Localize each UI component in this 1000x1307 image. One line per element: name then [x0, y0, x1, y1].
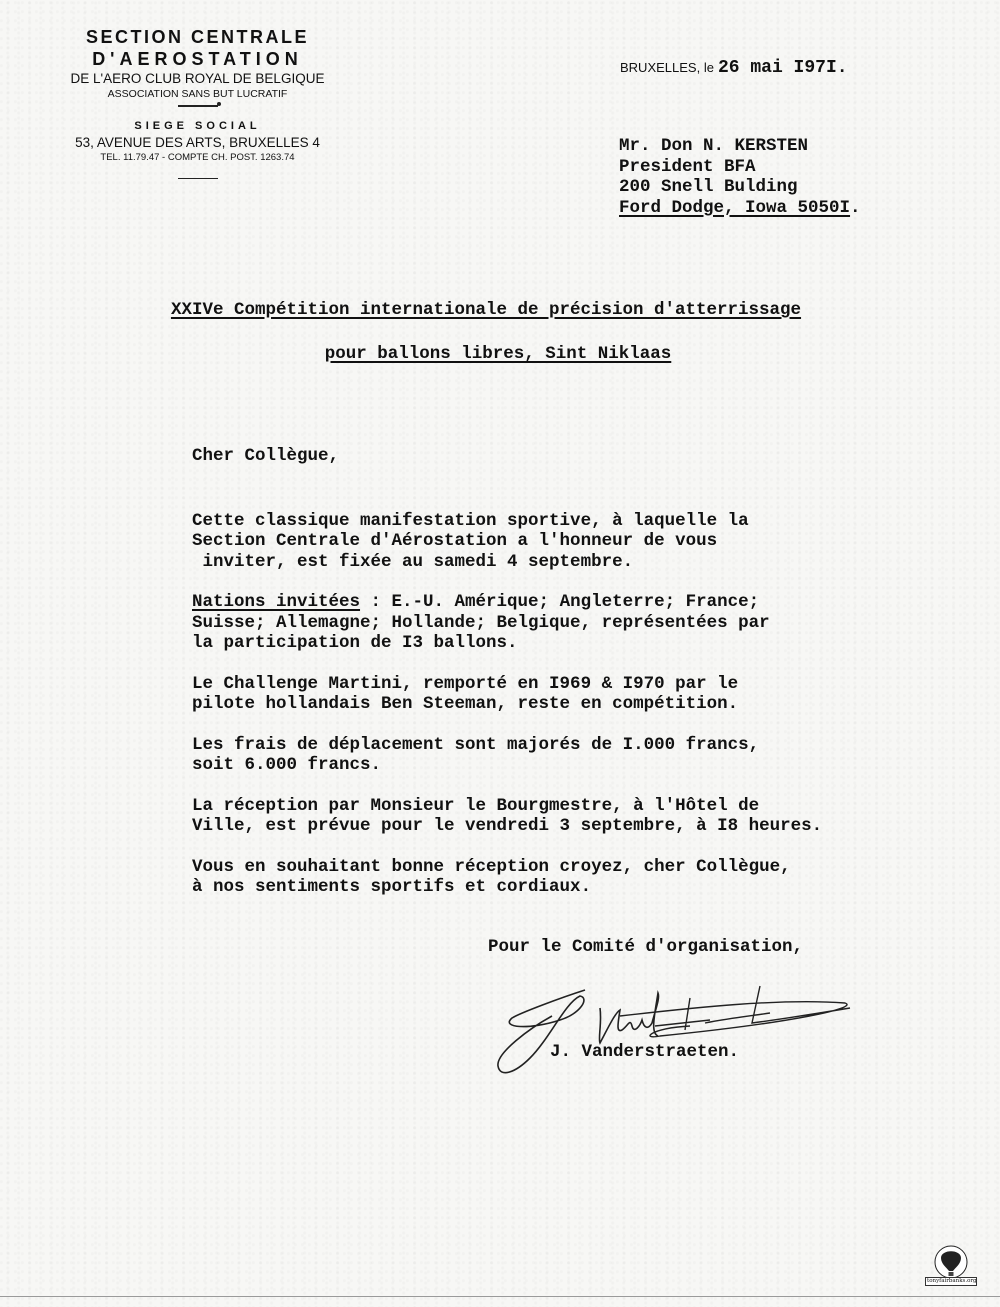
recipient-city-period: . — [850, 197, 861, 218]
dateline-date: 26 mai I97I. — [717, 58, 848, 78]
recipient-title: President BFA — [619, 156, 756, 177]
greeting: Cher Collègue, — [192, 446, 340, 466]
closing-line: Pour le Comité d'organisation, — [488, 937, 804, 957]
paragraph-reception: La réception par Monsieur le Bourgmestre, à l'Hôtel de Ville, est prévue pour le vendredi 3 septembre, à I8 heures. — [192, 795, 823, 836]
dateline — [620, 58, 848, 78]
dateline-city: BRUXELLES, le — [620, 60, 714, 75]
paragraph-nations — [192, 592, 822, 654]
letterhead-siege-label: SIEGE SOCIAL — [134, 119, 261, 132]
nations-label: Nations invitées — [192, 592, 361, 612]
nations-list: : E.-U. Amérique; Angleterre; France; Suisse; Allemagne; Hollande; Belgique, représentées par la participation de I3 ballons. — [192, 592, 770, 653]
hot-air-balloon-icon — [933, 1245, 969, 1279]
letterhead-title-line2: D'AEROSTATION — [92, 49, 303, 69]
paragraph-fees: Les frais de déplacement sont majorés de I.000 francs, soit 6.000 francs. — [192, 734, 760, 775]
subject-line-1-text: XXIVe Compétition internationale de précision d'atterrissage — [170, 300, 802, 320]
letterhead-divider — [178, 105, 218, 107]
letterhead-address: 53, AVENUE DES ARTS, BRUXELLES 4 — [75, 134, 320, 150]
subject-line-2-text: pour ballons libres, Sint Niklaas — [324, 344, 672, 364]
paragraph-closing: Vous en souhaitant bonne réception croyez, cher Collègue, à nos sentiments sportifs et cordiaux. — [192, 856, 791, 897]
letterhead — [45, 26, 350, 179]
letterhead-title-line1: SECTION CENTRALE — [85, 27, 309, 47]
divider-dot — [217, 102, 221, 106]
recipient-name: Mr. Don N. KERSTEN — [619, 136, 809, 156]
recipient-address — [619, 136, 861, 218]
letterhead-contact: TEL. 11.79.47 - COMPTE CH. POST. 1263.74 — [100, 151, 295, 163]
subject-line-1 — [0, 300, 986, 320]
recipient-city: Ford Dodge, Iowa 5050I — [619, 197, 851, 218]
page-edge-line — [0, 1296, 1000, 1297]
watermark — [925, 1245, 977, 1285]
letter-body — [192, 446, 822, 918]
paragraph-invitation: Cette classique manifestation sportive, à laquelle la Section Centrale d'Aérostation a l'honneur de vous inviter, est fixée au samedi 4 septembre. — [192, 510, 749, 572]
signatory-name: J. Vanderstraeten. — [550, 1042, 740, 1062]
watermark-text: tonyfairbanks.org — [927, 1278, 977, 1284]
recipient-street: 200 Snell Bulding — [619, 177, 798, 197]
letterhead-club: DE L'AERO CLUB ROYAL DE BELGIQUE — [70, 71, 325, 86]
subject-line-2 — [0, 344, 998, 364]
letterhead-divider-bottom — [178, 178, 218, 180]
letterhead-association: ASSOCIATION SANS BUT LUCRATIF — [107, 88, 288, 100]
paragraph-challenge: Le Challenge Martini, remporté en I969 & I970 par le pilote hollandais Ben Steeman, reste en compétition. — [192, 673, 739, 714]
